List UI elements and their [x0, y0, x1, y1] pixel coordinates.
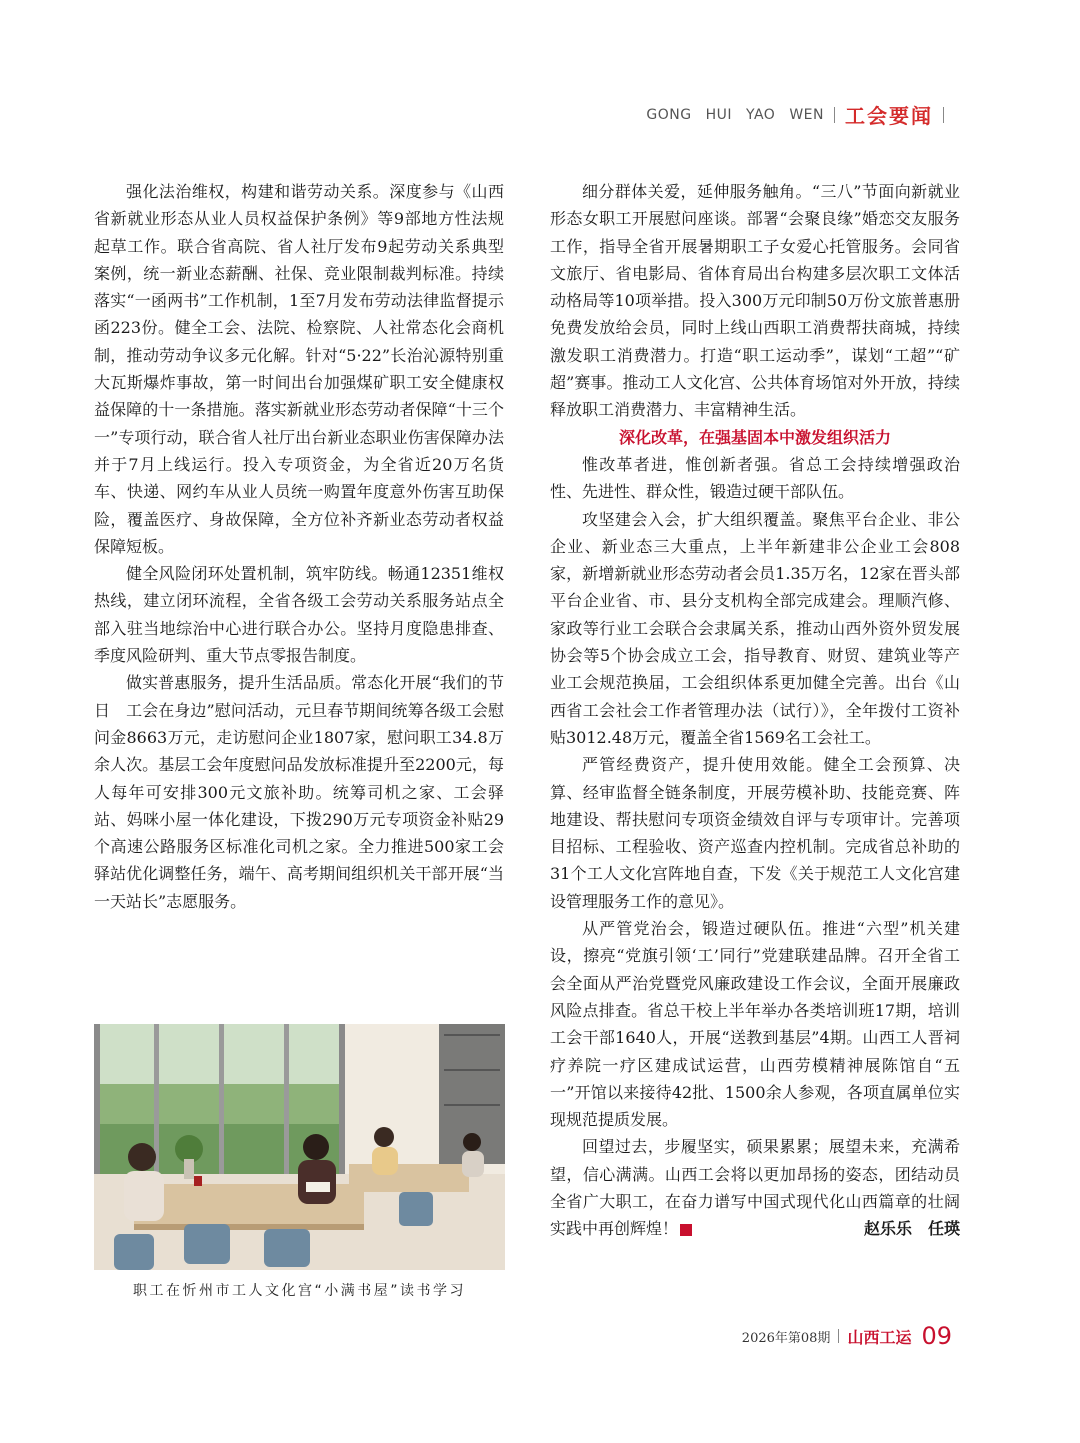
header-divider — [834, 107, 835, 123]
closing-paragraph — [550, 1133, 960, 1242]
header-pinyin-word: GONG — [646, 106, 692, 123]
end-mark-icon: 晋 — [680, 1224, 692, 1236]
section-title: 工会要闻 — [845, 104, 933, 128]
left-column — [94, 178, 504, 915]
header-pinyin-word: WEN — [789, 106, 824, 123]
section-subheading: 深化改革，在强基固本中激发组织活力 — [618, 427, 891, 447]
body-paragraph: 严管经费资产，提升使用效能。健全工会预算、决算、经审监督全链条制度，开展劳模补助、技能竞赛、阵地建设、帮扶慰问专项资金绩效自评与专项审计。完善项目招标、工程验收、资产巡查内控机制。完成省总补助的31个工人文化宫阵地自查，下发《关于规范工人文化宫建设管理服务工作的意见》。 — [550, 755, 960, 911]
body-paragraph: 从严管党治会，锻造过硬队伍。推进“六型”机关建设，擦亮“党旗引领‘工’同行”党建联建品牌。召开全省工会全面从严治党暨党风廉政建设工作会议，全面开展廉政风险点排查。省总干校上半年举办各类培训班17期，培训工会干部1640人，开展“送教到基层”4期。山西工人晋祠疗养院一疗区建成试运营，山西劳模精神展陈馆自“五一”开馆以来接待42批、1500余人参观，各项直属单位实现规范提质发展。 — [550, 919, 960, 1130]
header-divider — [943, 107, 944, 123]
photo-illustration — [94, 1024, 505, 1270]
issue-number: 2026年第08期 — [741, 1330, 831, 1346]
header-pinyin-word: HUI — [705, 106, 732, 123]
body-paragraph: 做实普惠服务，提升生活品质。常态化开展“我们的节日 工会在身边”慰问活动，元旦春节期间统筹各级工会慰问金8663万元，走访慰问企业1807家，慰问职工34.8万余人次。基层工会年度慰问品发放标准提升至2200元，每人每年可安排300元文旅补助。统筹司机之家、工会驿站、妈咪小屋一体化建设，下拨290万元专项资金补贴29个高速公路服务区标准化司机之家。全力推进500家工会驿站优化调整任务，端午、高考期间组织机关干部开展“当一天站长”志愿服务。 — [94, 673, 504, 911]
body-paragraph: 惟改革者进，惟创新者强。省总工会持续增强政治性、先进性、群众性，锻造过硬干部队伍。 — [550, 454, 960, 502]
author-byline: 赵乐乐 任瑛 — [863, 1219, 960, 1239]
body-paragraph: 细分群体关爱，延伸服务触角。“三八”节面向新就业形态女职工开展慰问座谈。部署“会聚良缘”婚恋交友服务工作，指导全省开展暑期职工子女爱心托管服务。会同省文旅厅、省电影局、省体育局出台构建多层次职工文体活动格局等10项举措。投入300万元印制50万份文旅普惠册免费发放给会员，同时上线山西职工消费帮扶商城，持续激发职工消费潜力。打造“职工运动季”，谋划“工超”“矿超”赛事。推动工人文化宫、公共体育场馆对外开放，持续释放职工消费潜力、丰富精神生活。 — [550, 182, 960, 420]
body-paragraph: 强化法治维权，构建和谐劳动关系。深度参与《山西省新就业形态从业人员权益保护条例》等9部地方性法规起草工作。联合省高院、省人社厅发布9起劳动关系典型案例，统一新业态薪酬、社保、竞业限制裁判标准。持续落实“一函两书”工作机制，1至7月发布劳动法律监督提示函223份。健全工会、法院、检察院、人社常态化会商机制，推动劳动争议多元化解。针对“5·22”长治沁源特别重大瓦斯爆炸事故，第一时间出台加强煤矿职工安全健康权益保障的十一条措施。落实新就业形态劳动者保障“十三个一”专项行动，联合省人社厅出台新业态职业伤害保障办法并于7月上线运行。投入专项资金，为全省近20万名货车、快递、网约车从业人员统一购置年度意外伤害互助保险，覆盖医疗、身故保障，全方位补齐新业态劳动者权益保障短板。 — [94, 182, 504, 556]
footer-divider — [838, 1329, 839, 1343]
page-footer — [742, 1322, 952, 1350]
header-pinyin — [646, 107, 824, 123]
closing-text: 回望过去，步履坚实，硕果累累；展望未来，充满希望，信心满满。山西工会将以更加昂扬的姿态，团结动员全省广大职工，在奋力谱写中国式现代化山西篇章的壮阔实践中再创辉煌！ — [550, 1137, 960, 1239]
body-paragraph: 攻坚建会入会，扩大组织覆盖。聚焦平台企业、非公企业、新业态三大重点，上半年新建非公企业工会808家，新增新就业形态劳动者会员1.35万名，12家在晋头部平台企业省、市、县分支机构全部完成建会。理顺汽修、家政等行业工会联合会隶属关系，推动山西外资外贸发展协会等5个协会成立工会，指导教育、财贸、建筑业等产业工会规范换届，工会组织体系更加健全完善。出台《山西省工会社会工作者管理办法（试行）》，全年拨付工资补贴3012.48万元，覆盖全省1569名工会社工。 — [550, 509, 960, 747]
magazine-name: 山西工运 — [847, 1327, 912, 1347]
page-number: 09 — [921, 1322, 952, 1350]
photo-caption: 职工在忻州市工人文化宫“小满书屋”读书学习 — [132, 1283, 466, 1299]
running-header — [646, 100, 954, 129]
body-paragraph: 健全风险闭环处置机制，筑牢防线。畅通12351维权热线，建立闭环流程，全省各级工会劳动关系服务站点全部入驻当地综治中心进行联合办公。坚持月度隐患排查、季度风险研判、重大节点零报告制度。 — [94, 564, 504, 666]
reading-room-photo — [94, 1024, 505, 1270]
header-pinyin-word: YAO — [746, 106, 776, 123]
right-column — [550, 178, 960, 1243]
